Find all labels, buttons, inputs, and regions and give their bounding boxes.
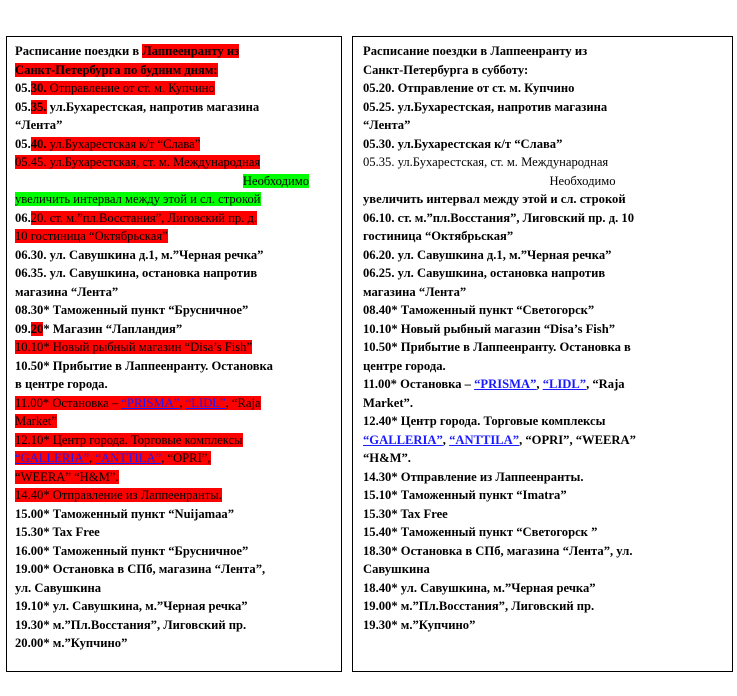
saturday-text: , “OPRI”, “WEERA” [519, 432, 636, 447]
weekday-line [15, 542, 331, 561]
weekday-text: ул.Бухарестская, напротив магазина [46, 99, 260, 114]
saturday-text: 19.30* м.”Купчино” [363, 617, 476, 632]
weekday-line [15, 579, 331, 598]
weekday-text: 35. [30, 99, 47, 114]
saturday-text: Market”. [363, 395, 414, 410]
saturday-text: 19.00* м.”Пл.Восстания”, Лиговский пр. [363, 599, 595, 613]
weekday-text: Расписание поездки в [15, 44, 143, 58]
weekday-line [15, 634, 331, 653]
saturday-text: 15.30* Tax Free [363, 506, 448, 521]
weekday-text: 14.40* Отправление из Лаппеенранты. [15, 488, 222, 502]
saturday-text: Необходимо [549, 173, 616, 188]
saturday-line [363, 209, 722, 228]
saturday-text: , “Raja [586, 377, 625, 391]
saturday-text: 11.00* Остановка – [363, 377, 475, 391]
weekday-line [15, 227, 331, 246]
weekday-text: 19.00* Остановка в СПб, магазина “Лента”, [15, 562, 266, 576]
store-link[interactable]: “PRISMA” [121, 395, 180, 410]
saturday-line [363, 523, 722, 542]
saturday-text: 05.30. ул.Бухарестская к/т “Слава” [363, 136, 563, 151]
saturday-text: гостиница “Октябрьская” [363, 229, 514, 243]
weekday-schedule-box [6, 36, 342, 672]
weekday-line [15, 486, 331, 505]
saturday-line [363, 505, 722, 524]
saturday-text: магазина “Лента” [363, 284, 467, 299]
store-link[interactable]: “GALLERIA” [15, 451, 90, 465]
saturday-line [363, 357, 722, 376]
saturday-text: 05.35. ул.Бухарестская, ст. м. Международная [363, 155, 609, 169]
weekday-line [15, 375, 331, 394]
saturday-line [363, 98, 722, 117]
weekday-text: магазина “Лента” [15, 284, 119, 299]
saturday-schedule-box [352, 36, 733, 672]
weekday-text: в центре города. [15, 377, 108, 391]
weekday-line [15, 505, 331, 524]
weekday-line [15, 135, 331, 154]
saturday-text: 10.50* Прибытие в Лаппеенранту. Остановка в [363, 340, 631, 354]
saturday-line [363, 431, 722, 450]
saturday-line [363, 153, 722, 172]
saturday-line [363, 320, 722, 339]
saturday-text: Савушкина [363, 562, 430, 576]
weekday-line [15, 209, 331, 228]
weekday-text: Санкт-Петербурга по будним дням: [15, 62, 218, 77]
saturday-line [363, 375, 722, 394]
saturday-line [363, 486, 722, 505]
saturday-text: Санкт-Петербурга в субботу: [363, 62, 529, 77]
weekday-text: 20 [30, 321, 44, 336]
weekday-text: Лаппеенранту из [142, 44, 240, 58]
saturday-text: 05.25. ул.Бухарестская, напротив магазина [363, 99, 608, 114]
saturday-text: центре города. [363, 358, 446, 373]
weekday-text: 11.00* Остановка – [15, 395, 122, 410]
saturday-text: 05.20. Отправление от ст. м. Купчино [363, 81, 575, 95]
saturday-text: “Лента” [363, 118, 411, 132]
weekday-line [15, 153, 331, 172]
saturday-line [363, 135, 722, 154]
saturday-text: 12.40* Центр города. Торговые комплексы [363, 414, 606, 428]
saturday-text: 10.10* Новый рыбный магазин “Disa’s Fish” [363, 321, 616, 336]
saturday-line [363, 579, 722, 598]
weekday-line [15, 560, 331, 579]
saturday-line [363, 246, 722, 265]
weekday-text: 15.30* Tax Free [15, 525, 100, 539]
weekday-line [15, 523, 331, 542]
saturday-text: 06.20. ул. Савушкина д.1, м.”Черная речка” [363, 247, 612, 262]
saturday-line [363, 597, 722, 616]
weekday-line [15, 616, 331, 635]
weekday-text: 09. [15, 321, 31, 336]
weekday-line [15, 98, 331, 117]
saturday-line [363, 42, 722, 61]
weekday-line [15, 357, 331, 376]
weekday-text: 06.30. ул. Савушкина д.1, м.”Черная речка” [15, 247, 264, 262]
weekday-text: ул. Савушкина [15, 580, 102, 595]
weekday-line [15, 412, 331, 431]
weekday-text: 05. [15, 99, 31, 114]
weekday-text: 10 гостиница “Октябрьская” [15, 229, 168, 243]
saturday-line [363, 190, 722, 209]
weekday-line [15, 283, 331, 302]
saturday-text: 18.40* ул. Савушкина, м.”Черная речка” [363, 580, 596, 595]
weekday-line [15, 190, 331, 209]
saturday-line [363, 560, 722, 579]
saturday-line [363, 79, 722, 98]
weekday-text: 10.10* Новый рыбный магазин “Disa’s Fish” [15, 340, 253, 354]
weekday-line [15, 42, 331, 61]
weekday-line [15, 431, 331, 450]
saturday-line [363, 227, 722, 246]
weekday-text: 40. [30, 136, 47, 151]
weekday-text: , [89, 451, 96, 465]
weekday-line [15, 301, 331, 320]
saturday-text: увеличить интервал между этой и сл. строкой [363, 192, 626, 206]
weekday-line [15, 61, 331, 80]
saturday-line [363, 301, 722, 320]
saturday-line [363, 172, 722, 191]
weekday-line [15, 320, 331, 339]
weekday-line [15, 116, 331, 135]
saturday-line [363, 449, 722, 468]
store-link[interactable]: “LIDL” [185, 395, 226, 410]
weekday-text: * Магазин “Лапландия” [43, 321, 183, 336]
weekday-text: 05. [15, 136, 31, 151]
weekday-text: 05. [15, 81, 31, 95]
weekday-text: увеличить интервал между этой и сл. строкой [15, 192, 261, 206]
saturday-line [363, 61, 722, 80]
saturday-text: 08.40* Таможенный пункт “Светогорск” [363, 303, 595, 317]
weekday-line [15, 79, 331, 98]
saturday-line [363, 412, 722, 431]
saturday-text: , [536, 377, 543, 391]
saturday-text: 06.10. ст. м.”пл.Восстания”, Лиговский пр. д. 10 [363, 210, 634, 225]
weekday-text: “WEERA” “H&M”. [15, 469, 119, 484]
store-link[interactable]: “ANTTILA” [95, 451, 162, 465]
weekday-text: 05.45. ул.Бухарестская, ст. м. Международная [15, 155, 261, 169]
saturday-line [363, 616, 722, 635]
weekday-text: Market” [15, 414, 57, 428]
saturday-line [363, 283, 722, 302]
weekday-text: , [179, 395, 186, 410]
store-link[interactable]: “PRISMA” [474, 377, 537, 391]
saturday-text: 15.10* Таможенный пункт “Imatra” [363, 488, 567, 502]
saturday-text: 14.30* Отправление из Лаппеенранты. [363, 469, 584, 484]
saturday-line [363, 468, 722, 487]
weekday-line [15, 172, 331, 191]
weekday-line [15, 449, 331, 468]
weekday-text: 30. [30, 81, 47, 95]
saturday-text: 18.30* Остановка в СПб, магазина “Лента”, ул. [363, 543, 633, 558]
store-link[interactable]: “ANTTILA” [449, 432, 520, 447]
weekday-text: 15.00* Таможенный пункт “Nuijamaa” [15, 506, 235, 521]
saturday-line [363, 264, 722, 283]
weekday-line [15, 394, 331, 413]
saturday-text: , [442, 432, 450, 447]
weekday-text: 16.00* Таможенный пункт “Брусничное” [15, 543, 249, 558]
weekday-line [15, 468, 331, 487]
saturday-text: 15.40* Таможенный пункт “Светогорск ” [363, 525, 598, 539]
store-link[interactable]: “GALLERIA” [363, 432, 443, 447]
weekday-text: ул.Бухарестская к/т “Слава” [46, 136, 201, 151]
weekday-text: 10.50* Прибытие в Лаппеенранту. Остановка [15, 358, 273, 373]
saturday-line [363, 542, 722, 561]
weekday-text: 06. [15, 210, 31, 225]
weekday-text: 06.35. ул. Савушкина, остановка напротив [15, 266, 258, 280]
weekday-text: 08.30* Таможенный пункт “Брусничное” [15, 303, 249, 317]
weekday-line [15, 246, 331, 265]
saturday-text: “H&M”. [363, 451, 411, 465]
weekday-line [15, 338, 331, 357]
saturday-line [363, 394, 722, 413]
weekday-text: 19.30* м.”Пл.Восстания”, Лиговский пр. [15, 617, 247, 632]
saturday-text: 06.25. ул. Савушкина, остановка напротив [363, 266, 606, 280]
saturday-line [363, 338, 722, 357]
weekday-text: “Лента” [15, 118, 63, 132]
weekday-text: Необходимо [242, 173, 309, 188]
saturday-text: Расписание поездки в Лаппеенранту из [363, 44, 588, 58]
weekday-text: 20. ст. м.”пл.Восстания”, Лиговский пр. д. [30, 210, 258, 225]
weekday-line [15, 264, 331, 283]
store-link[interactable]: “LIDL” [542, 377, 587, 391]
weekday-text: , “OPRI”, [161, 451, 211, 465]
weekday-text: 19.10* ул. Савушкина, м.”Черная речка” [15, 599, 248, 613]
weekday-text: 20.00* м.”Купчино” [15, 636, 128, 650]
weekday-text: , “Raja [225, 395, 261, 410]
weekday-line [15, 597, 331, 616]
weekday-text: Отправление от ст. м. Купчино [46, 81, 215, 95]
weekday-text: 12.10* Центр города. Торговые комплексы [15, 432, 243, 447]
saturday-line [363, 116, 722, 135]
